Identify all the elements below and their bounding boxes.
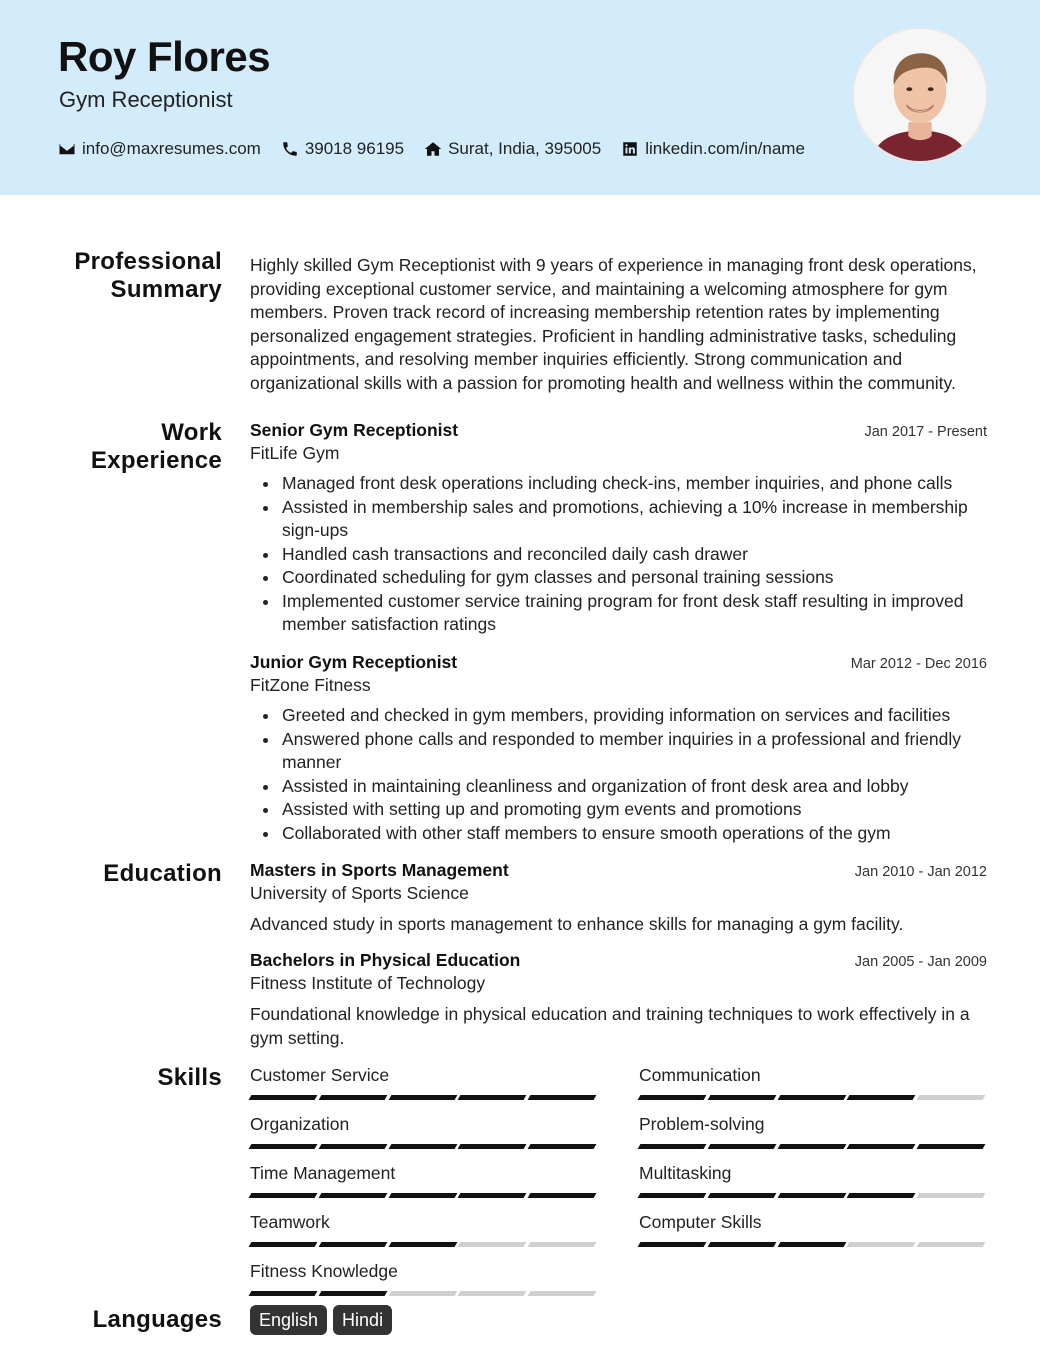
job-title: Senior Gym Receptionist [250, 420, 459, 440]
skill-level-bar [639, 1242, 988, 1247]
languages-list [250, 1305, 987, 1335]
skill-segment-empty [388, 1291, 457, 1296]
work-section-label [91, 419, 222, 475]
skill-segment-filled [249, 1291, 318, 1296]
summary-section-label [74, 248, 222, 304]
skill-segment-empty [528, 1242, 597, 1247]
skill-level-bar [250, 1242, 599, 1247]
skill-item [639, 1163, 988, 1212]
skill-name: Computer Skills [639, 1212, 762, 1232]
skill-item [250, 1114, 599, 1163]
skill-segment-filled [388, 1193, 457, 1198]
portrait-image [854, 29, 986, 161]
skill-segment-filled [707, 1242, 776, 1247]
job-dates: Mar 2012 - Dec 2016 [850, 656, 987, 672]
skill-segment-filled [528, 1144, 597, 1149]
school-name: Fitness Institute of Technology [250, 973, 486, 993]
email-text: info@maxresumes.com [82, 139, 261, 158]
contact-address [424, 139, 601, 159]
skill-segment-filled [847, 1095, 916, 1100]
skill-segment-filled [318, 1291, 387, 1296]
phone-text: 39018 96195 [304, 139, 405, 158]
bullet-item: Implemented customer service training program for front desk staff resulting in improved member satisfaction ratings [250, 590, 987, 637]
address-text: Surat, India, 395005 [448, 139, 602, 158]
skill-level-bar [250, 1095, 599, 1100]
skill-segment-filled [388, 1144, 457, 1149]
skill-segment-filled [777, 1144, 846, 1149]
skill-item [250, 1163, 599, 1212]
skill-segment-filled [707, 1095, 776, 1100]
skill-segment-filled [318, 1242, 387, 1247]
skill-level-bar [250, 1193, 599, 1198]
skill-segment-empty [458, 1291, 527, 1296]
education-entry [250, 860, 987, 936]
skill-segment-filled [847, 1144, 916, 1149]
summary-text: Highly skilled Gym Receptionist with 9 years of experience in managing front desk operations, providing exceptional customer service, and maintaining a welcoming atmosphere for gym members. Proven track record of increasing membership retention rates by implementing personalized engagement strategies. Proficient in handling administrative tasks, scheduling appointments, and resolving member inquiries efficiently. Strong communication and organizational skills with a passion for promoting health and wellness within the community. [250, 255, 977, 393]
skill-segment-filled [249, 1095, 318, 1100]
linkedin-text: linkedin.com/in/name [645, 139, 805, 158]
skill-name: Problem-solving [639, 1114, 765, 1134]
bullet-item: Assisted in maintaining cleanliness and organization of front desk area and lobby [250, 775, 987, 799]
language-tag: English [250, 1305, 327, 1335]
education-dates: Jan 2010 - Jan 2012 [854, 864, 987, 880]
skill-segment-filled [249, 1242, 318, 1247]
skill-segment-filled [638, 1242, 707, 1247]
skill-segment-empty [917, 1242, 986, 1247]
skill-item [250, 1065, 599, 1114]
education-description: Foundational knowledge in physical education and training techniques to work effectively in a gym setting. [250, 1004, 970, 1048]
skill-level-bar [639, 1193, 988, 1198]
skill-segment-filled [318, 1095, 387, 1100]
skill-segment-filled [707, 1144, 776, 1149]
job-entry [250, 652, 987, 845]
bullet-item: Handled cash transactions and reconciled daily cash drawer [250, 543, 987, 567]
skill-segment-empty [917, 1095, 986, 1100]
skill-segment-filled [249, 1193, 318, 1198]
skill-level-bar [250, 1291, 599, 1296]
skill-segment-filled [458, 1193, 527, 1198]
education-entry [250, 950, 987, 1050]
skill-segment-filled [528, 1095, 597, 1100]
languages-section-label: Languages [92, 1306, 222, 1333]
skill-segment-filled [458, 1144, 527, 1149]
resume-header [0, 0, 1040, 195]
candidate-name: Roy Flores [58, 33, 271, 80]
skill-segment-empty [458, 1242, 527, 1247]
bullet-item: Managed front desk operations including check-ins, member inquiries, and phone calls [250, 472, 987, 496]
skill-level-bar [639, 1095, 988, 1100]
contact-phone[interactable] [281, 139, 404, 159]
education-description: Advanced study in sports management to enhance skills for managing a gym facility. [250, 914, 904, 934]
bullet-item: Collaborated with other staff members to ensure smooth operations of the gym [250, 822, 987, 846]
job-title: Junior Gym Receptionist [250, 652, 458, 672]
skill-segment-filled [249, 1144, 318, 1149]
degree-title: Bachelors in Physical Education [250, 950, 521, 970]
skill-segment-filled [458, 1095, 527, 1100]
skill-segment-filled [388, 1242, 457, 1247]
skill-name: Multitasking [639, 1163, 732, 1183]
skills-section-label: Skills [157, 1064, 222, 1091]
skill-item [639, 1114, 988, 1163]
bullet-item: Answered phone calls and responded to member inquiries in a professional and friendly manner [250, 728, 987, 775]
work-label-line1: Work [161, 419, 222, 446]
language-tag: Hindi [333, 1305, 392, 1335]
education-section-label: Education [103, 860, 222, 887]
skill-segment-filled [707, 1193, 776, 1198]
job-company: FitLife Gym [250, 443, 340, 463]
contact-email[interactable] [58, 139, 261, 159]
skill-segment-empty [528, 1291, 597, 1296]
skill-level-bar [639, 1144, 988, 1149]
skill-item [250, 1261, 599, 1310]
skill-segment-filled [638, 1095, 707, 1100]
skill-level-bar [250, 1144, 599, 1149]
skill-item [250, 1212, 599, 1261]
skill-item [639, 1065, 988, 1114]
skill-segment-empty [847, 1242, 916, 1247]
work-label-line2: Experience [90, 447, 222, 474]
skills-grid [250, 1065, 987, 1310]
bullet-item: Coordinated scheduling for gym classes and personal training sessions [250, 566, 987, 590]
skill-segment-filled [318, 1144, 387, 1149]
job-entry [250, 420, 987, 637]
summary-label-line1: Professional [74, 248, 222, 275]
skill-segment-filled [777, 1242, 846, 1247]
bullet-item: Greeted and checked in gym members, providing information on services and facilities [250, 704, 987, 728]
skill-segment-filled [847, 1193, 916, 1198]
linkedin-icon [621, 140, 639, 158]
skill-segment-filled [638, 1193, 707, 1198]
degree-title: Masters in Sports Management [250, 860, 509, 880]
skill-name: Communication [639, 1065, 761, 1085]
skill-item [639, 1212, 988, 1261]
home-icon [424, 140, 442, 158]
job-company: FitZone Fitness [250, 675, 371, 695]
school-name: University of Sports Science [250, 883, 469, 903]
skill-segment-filled [917, 1144, 986, 1149]
bullet-item: Assisted with setting up and promoting gym events and promotions [250, 798, 987, 822]
skill-segment-filled [777, 1095, 846, 1100]
summary-label-line2: Summary [110, 276, 222, 303]
skill-name: Teamwork [250, 1212, 330, 1232]
profile-photo [852, 27, 988, 163]
job-dates: Jan 2017 - Present [864, 424, 987, 440]
skill-segment-filled [318, 1193, 387, 1198]
envelope-icon [58, 140, 76, 158]
skill-name: Customer Service [250, 1065, 390, 1085]
phone-icon [281, 140, 299, 158]
candidate-title: Gym Receptionist [59, 87, 233, 112]
contact-linkedin[interactable] [621, 139, 805, 159]
skill-name: Time Management [250, 1163, 396, 1183]
skill-name: Organization [250, 1114, 350, 1134]
skill-segment-filled [528, 1193, 597, 1198]
skill-name: Fitness Knowledge [250, 1261, 398, 1281]
skill-segment-filled [777, 1193, 846, 1198]
job-bullets [250, 472, 987, 637]
contact-bar [58, 139, 825, 159]
skill-segment-filled [638, 1144, 707, 1149]
bullet-item: Assisted in membership sales and promotions, achieving a 10% increase in membership sign-ups [250, 496, 987, 543]
skill-segment-empty [917, 1193, 986, 1198]
skill-segment-filled [388, 1095, 457, 1100]
job-bullets [250, 704, 987, 845]
education-dates: Jan 2005 - Jan 2009 [854, 954, 987, 970]
